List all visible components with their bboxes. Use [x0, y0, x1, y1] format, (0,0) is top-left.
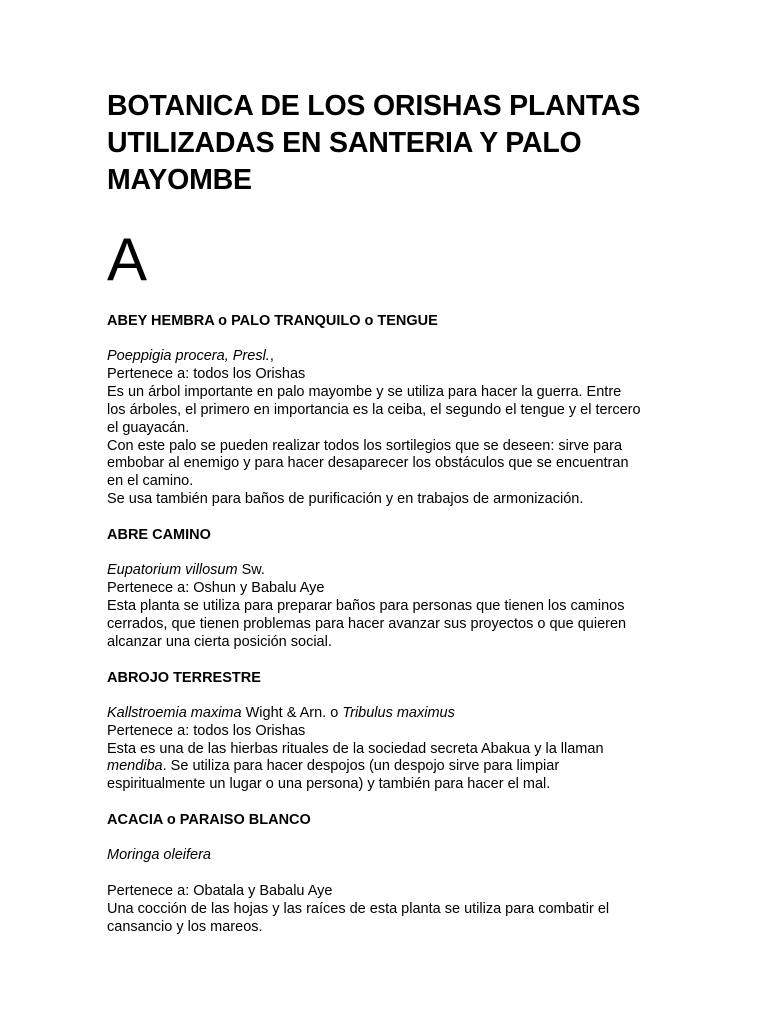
scientific-name [107, 562, 667, 580]
entry-heading: ABEY HEMBRA o PALO TRANQUILO o TENGUE [107, 313, 438, 329]
scientific-name-alt-italic: Tribulus maximus [342, 704, 455, 721]
body-line: cansancio y los mareos. [107, 918, 263, 935]
body-line: Es un árbol importante en palo mayombe y se utiliza para hacer la guerra. Entre [107, 383, 622, 400]
body-line: embobar al enemigo y para hacer desaparecer los obstáculos que se encuentran [107, 455, 629, 472]
entry-heading: ABRE CAMINO [107, 527, 211, 544]
scientific-name-suffix: , [269, 348, 274, 364]
body-line: Una cocción de las hojas y las raíces de esta planta se utiliza para combatir el [107, 901, 610, 918]
body-line: Se usa también para baños de purificación y en trabajos de armonización. [107, 491, 584, 508]
body-line-rest: . Se utiliza para hacer despojos (un despojo sirve para limpiar [162, 758, 560, 775]
entry-heading: ABROJO TERRESTRE [107, 669, 261, 686]
belongs-to: Pertenece a: Oshun y Babalu Aye [107, 580, 325, 597]
plant-entry-acacia [107, 811, 667, 937]
scientific-name [107, 348, 667, 366]
document-content [107, 88, 667, 937]
body-line: los árboles, el primero en importancia es la ceiba, el segundo el tengue y el tercero [107, 401, 641, 418]
scientific-name-suffix: Sw. [237, 562, 265, 579]
body-line: en el camino. [107, 473, 194, 490]
plant-entry-abre-camino [107, 526, 667, 652]
body-line: el guayacán. [107, 419, 190, 436]
title-line: MAYOMBE [107, 164, 252, 196]
scientific-name-italic: Eupatorium villosum [107, 562, 238, 579]
belongs-to: Pertenece a: todos los Orishas [107, 722, 306, 739]
section-letter: A [107, 226, 148, 293]
title-line: BOTANICA DE LOS ORISHAS PLANTAS [107, 90, 641, 122]
belongs-to: Pertenece a: Obatala y Babalu Aye [107, 883, 333, 900]
document-title [107, 88, 667, 199]
body-line: Esta es una de las hierbas rituales de la sociedad secreta Abakua y la llaman [107, 740, 604, 757]
scientific-name-italic: Kallstroemia maxima [107, 704, 242, 721]
scientific-name [107, 705, 667, 723]
body-line: espiritualmente un lugar o una persona) y también para hacer el mal. [107, 776, 551, 793]
body-italic-word: mendiba [107, 758, 163, 775]
plant-entry-abey-hembra [107, 312, 667, 509]
body-line: Con este palo se pueden realizar todos los sortilegios que se deseen: sirve para [107, 437, 623, 454]
body-line [107, 758, 667, 776]
body-line: Esta planta se utiliza para preparar baños para personas que tienen los caminos [107, 597, 625, 614]
scientific-name-italic: Moringa oleifera [107, 847, 211, 864]
body-line: cerrados, que tienen problemas para hacer avanzar sus proyectos o que quieren [107, 615, 627, 632]
title-line: UTILIZADAS EN SANTERIA Y PALO [107, 127, 582, 159]
scientific-name [107, 847, 667, 865]
body-line: alcanzar una cierta posición social. [107, 633, 332, 650]
scientific-name-middle: Wight & Arn. o [241, 704, 343, 721]
entry-heading: ACACIA o PARAISO BLANCO [107, 812, 311, 829]
belongs-to: Pertenece a: todos los Orishas [107, 365, 306, 382]
scientific-name-italic: Poeppigia procera, Presl. [107, 348, 270, 364]
plant-entry-abrojo-terrestre [107, 669, 667, 795]
